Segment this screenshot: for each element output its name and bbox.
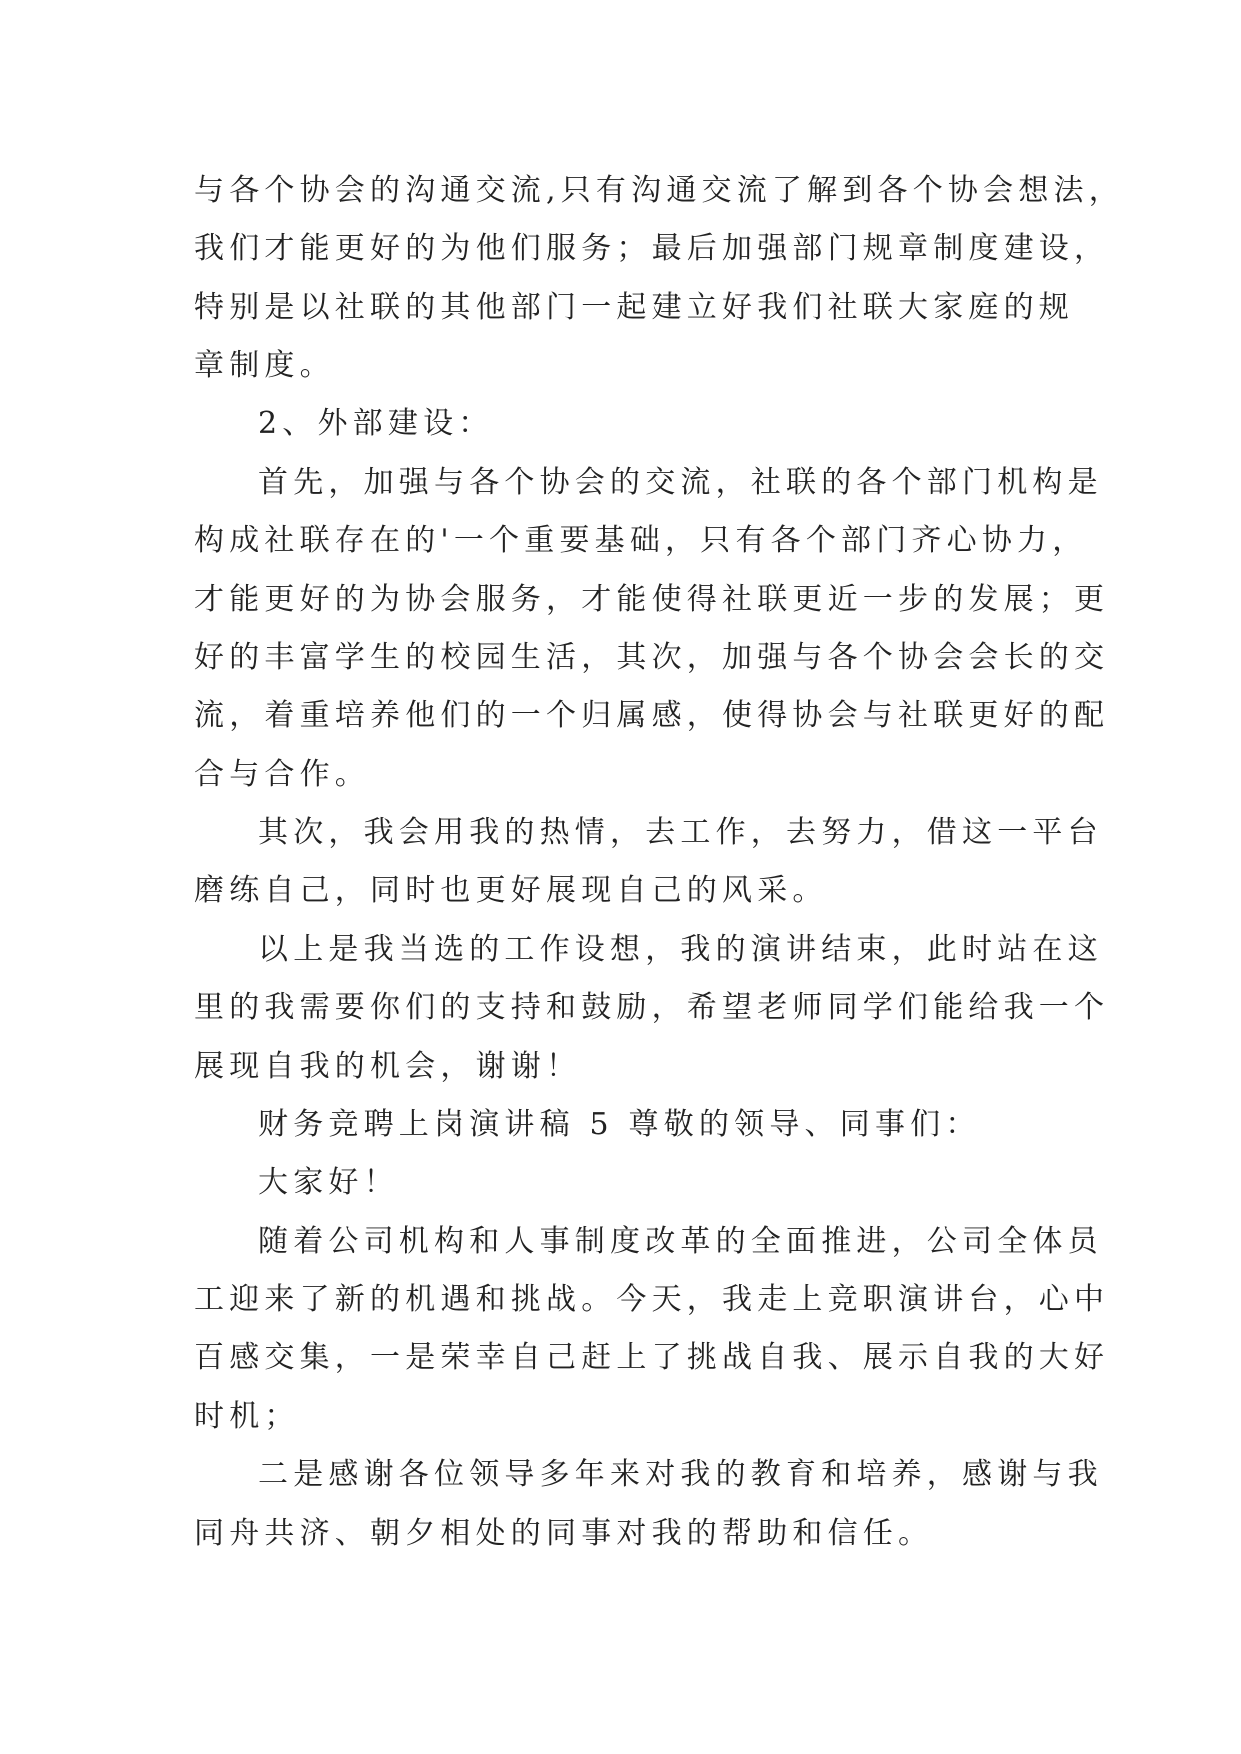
greeting: 大家好！ — [258, 1165, 399, 1200]
section-heading: 2、外部建设： — [258, 406, 494, 441]
text-line: 二是感谢各位领导多年来对我的教育和培养，感谢与我 — [258, 1457, 1103, 1492]
text-line: 首先，加强与各个协会的交流，社联的各个部门机构是 — [258, 465, 1103, 500]
text-line: 工迎来了新的机遇和挑战。今天，我走上竞职演讲台，心中 — [194, 1282, 1110, 1317]
text-line: 其次，我会用我的热情，去工作，去努力，借这一平台 — [258, 815, 1103, 850]
text-line: 时机； — [194, 1399, 300, 1434]
text-line: 章制度。 — [194, 348, 335, 383]
text-line: 磨练自己，同时也更好展现自己的风采。 — [194, 873, 828, 908]
text-line: 才能更好的为协会服务，才能使得社联更近一步的发展；更 — [194, 582, 1110, 617]
text-line: 特别是以社联的其他部门一起建立好我们社联大家庭的规 — [194, 290, 1074, 325]
section-heading: 财务竞聘上岗演讲稿 5 尊敬的领导、同事们： — [258, 1107, 981, 1142]
text-line: 百感交集，一是荣幸自己赶上了挑战自我、展示自我的大好 — [194, 1340, 1110, 1375]
text-line: 里的我需要你们的支持和鼓励，希望老师同学们能给我一个 — [194, 990, 1110, 1025]
text-line: 同舟共济、朝夕相处的同事对我的帮助和信任。 — [194, 1516, 934, 1551]
text-line: 流，着重培养他们的一个归属感，使得协会与社联更好的配 — [194, 698, 1110, 733]
text-line: 随着公司机构和人事制度改革的全面推进，公司全体员 — [258, 1224, 1103, 1259]
text-line: 合与合作。 — [194, 757, 370, 792]
text-line: 以上是我当选的工作设想，我的演讲结束，此时站在这 — [258, 932, 1103, 967]
text-line: 我们才能更好的为他们服务；最后加强部门规章制度建设， — [194, 231, 1110, 266]
text-line: 与各个协会的沟通交流,只有沟通交流了解到各个协会想法， — [194, 173, 1124, 208]
text-line: 好的丰富学生的校园生活，其次，加强与各个协会会长的交 — [194, 640, 1110, 675]
text-line: 展现自我的机会，谢谢！ — [194, 1049, 582, 1084]
text-line: 构成社联存在的'一个重要基础，只有各个部门齐心协力， — [194, 523, 1088, 558]
